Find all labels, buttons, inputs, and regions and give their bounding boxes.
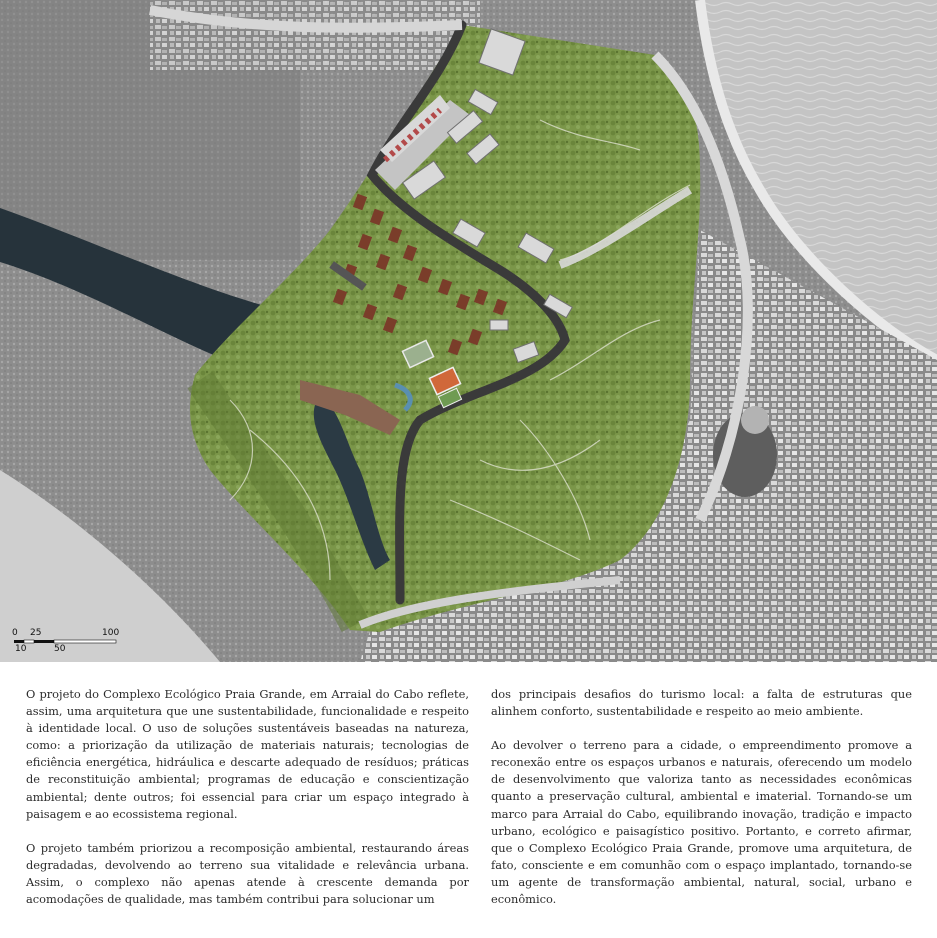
scale-label-25: 25: [30, 628, 42, 638]
text-column-left: [26, 686, 469, 925]
scale-label-50: 50: [54, 644, 66, 654]
text-column-right: [491, 686, 912, 925]
roundabout-plaza: [741, 406, 769, 434]
north-neighborhood: [150, 0, 480, 70]
paragraph: Ao devolver o terreno para a cidade, o empreendimento promove a reconexão entre os espaços urbanos e naturais, oferecendo um modelo de desenvolvimento que valoriza tanto as necessidades econômicas quanto a preservação cultural, ambiental e imaterial. Tornando-se um marco para Arraial do Cabo, equilibrando inovação, tradição e impacto urbano, ecológico e paisagístico positivo. Portanto, e correto afirmar, que o Complexo Ecológico Praia Grande, promove uma arquitetura, de fato, consciente e em comunhão com o espaço implantado, tornando-se um agente de transformação ambiental, natural, social, urbano e econômico.: [491, 738, 912, 907]
scale-label-0: 0: [12, 628, 18, 638]
body-text: [26, 686, 912, 926]
paragraph: dos principais desafios do turismo local: a falta de estruturas que alinhem conforto, sustentabilidade e respeito ao meio ambiente.: [491, 687, 912, 719]
paragraph: O projeto também priorizou a recomposição ambiental, restaurando áreas degradadas, devolvendo ao terreno sua vitalidade e relevância urbana. Assim, o complexo não apenas atende à crescente demanda por acomodações de qualidade, mas também contribui para solucionar um: [26, 840, 469, 907]
scale-label-100: 100: [102, 628, 120, 638]
paragraph: O projeto do Complexo Ecológico Praia Grande, em Arraial do Cabo reflete, assim, uma arquitetura que une sustentabilidade, funcionalidade e respeito à identidade local. O uso de soluções sustentáveis baseadas na natureza, como: a priorização da utilização de materiais naturais; tecnologias de eficiência energética, hidráulica e descarte adequado de resíduos; práticas de reconstituição ambiental; programas de educação e conscientização ambiental; dente outros; foi essencial para criar um espaço integrado à paisagem e ao ecossistema regional.: [26, 687, 469, 821]
scale-label-10: 10: [15, 644, 27, 654]
